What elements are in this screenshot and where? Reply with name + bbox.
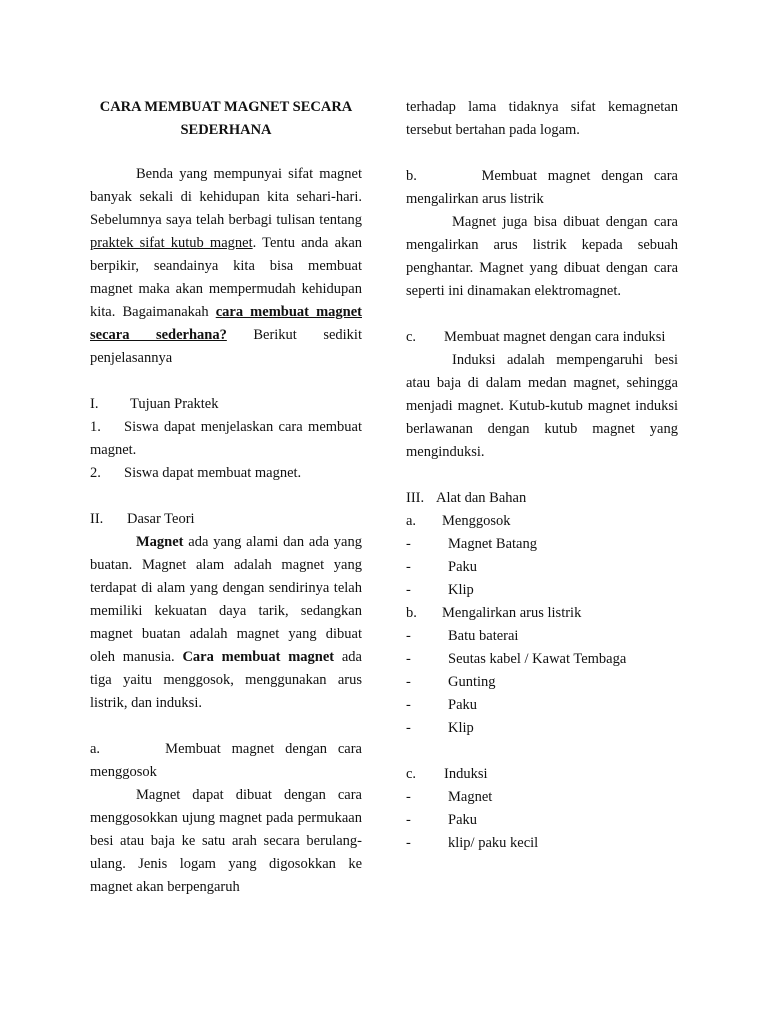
dasar-teori-paragraph: Magnet ada yang alami dan ada yang buatan. Magnet alam adalah magnet yang terdapat di alam yang dengan sendirinya telah memiliki kekuatan daya tarik, sedangkan magnet buatan adalah magnet yang dibuat oleh manusia. Cara membuat magnet ada tiga yaitu menggosok, menggunakan arus listrik, dan induksi.: [90, 534, 362, 711]
section1-item-1: 1. Siswa dapat menjelaskan cara membuat magnet.: [90, 419, 362, 458]
section3-title: Alat dan Bahan: [436, 490, 527, 506]
section2-number: II.: [90, 511, 104, 527]
section1-heading: [90, 393, 362, 416]
intro-paragraph: [90, 163, 362, 370]
subsection-a-text: Magnet dapat dibuat dengan cara menggosokkan ujung magnet pada permukaan besi atau baja ke satu arah secara berulang-ulang. Jenis logam yang digosokkan ke magnet akan berpengaruh: [90, 787, 362, 895]
list-item: - Paku: [406, 559, 477, 575]
section1-title: Tujuan Praktek: [130, 396, 219, 412]
subsection-c-heading: c. Membuat magnet dengan cara induksi: [406, 329, 666, 345]
list-item: - Klip: [406, 720, 474, 736]
subsection-a-heading: a. Membuat magnet dengan cara menggosok: [90, 741, 362, 780]
subsection-b-text: Magnet juga bisa dibuat dengan cara mengalirkan arus listrik kepada sebuah penghantar. Magnet yang dibuat dengan cara seperti ini dinamakan elektromagnet.: [406, 214, 678, 299]
list-item: - Magnet: [406, 789, 493, 805]
list-item: - Batu baterai: [406, 628, 519, 644]
left-column: [90, 96, 362, 899]
intro-text-1: Benda yang mempunyai sifat magnet banyak sekali di kehidupan kita sehari-hari. Sebelumnya saya telah berbagi tulisan tentang: [90, 166, 362, 228]
list-item: - Gunting: [406, 674, 496, 690]
subsection-a-text-continued: terhadap lama tidaknya sifat kemagnetan tersebut bertahan pada logam.: [406, 99, 678, 138]
right-column: [406, 96, 678, 855]
section3-heading: [406, 487, 678, 510]
subsection-c-text: Induksi adalah mempengaruhi besi atau baja di dalam medan magnet, sehingga menjadi magnet. Kutub-kutub magnet induksi berlawanan dengan kutub magnet yang menginduksi.: [406, 352, 678, 460]
intro-text-3: Berikut sedikit penjelasannya: [90, 327, 362, 366]
link-cara-membuat-magnet[interactable]: cara membuat magnet secara sederhana?: [90, 304, 362, 343]
document-title: [90, 96, 362, 142]
section2-title: Dasar Teori: [127, 511, 195, 527]
group-c-heading: c. Induksi: [406, 766, 488, 782]
title-line-1: CARA MEMBUAT MAGNET SECARA: [99, 99, 353, 115]
group-b-heading: b. Mengalirkan arus listrik: [406, 605, 582, 621]
section3-number: III.: [406, 490, 425, 506]
intro-text-2: . Tentu anda akan berpikir, seandainya kita bisa membuat magnet maka akan mempermudah kehidupan kita. Bagaimanakah: [90, 235, 363, 320]
list-item: - Paku: [406, 812, 477, 828]
list-item: - Klip: [406, 582, 474, 598]
list-item: - Paku: [406, 697, 477, 713]
title-line-2: SEDERHANA: [180, 122, 272, 138]
link-praktek-sifat-kutub-magnet[interactable]: praktek sifat kutub magnet: [90, 235, 253, 251]
section2-heading: [90, 508, 362, 531]
section1-item-2: 2. Siswa dapat membuat magnet.: [90, 465, 302, 481]
list-item: - klip/ paku kecil: [406, 835, 539, 851]
subsection-b-heading: b. Membuat magnet dengan cara mengalirkan arus listrik: [406, 168, 678, 207]
group-a-heading: a. Menggosok: [406, 513, 511, 529]
list-item: - Seutas kabel / Kawat Tembaga: [406, 651, 627, 667]
list-item: - Magnet Batang: [406, 536, 537, 552]
section1-number: I.: [90, 396, 99, 412]
